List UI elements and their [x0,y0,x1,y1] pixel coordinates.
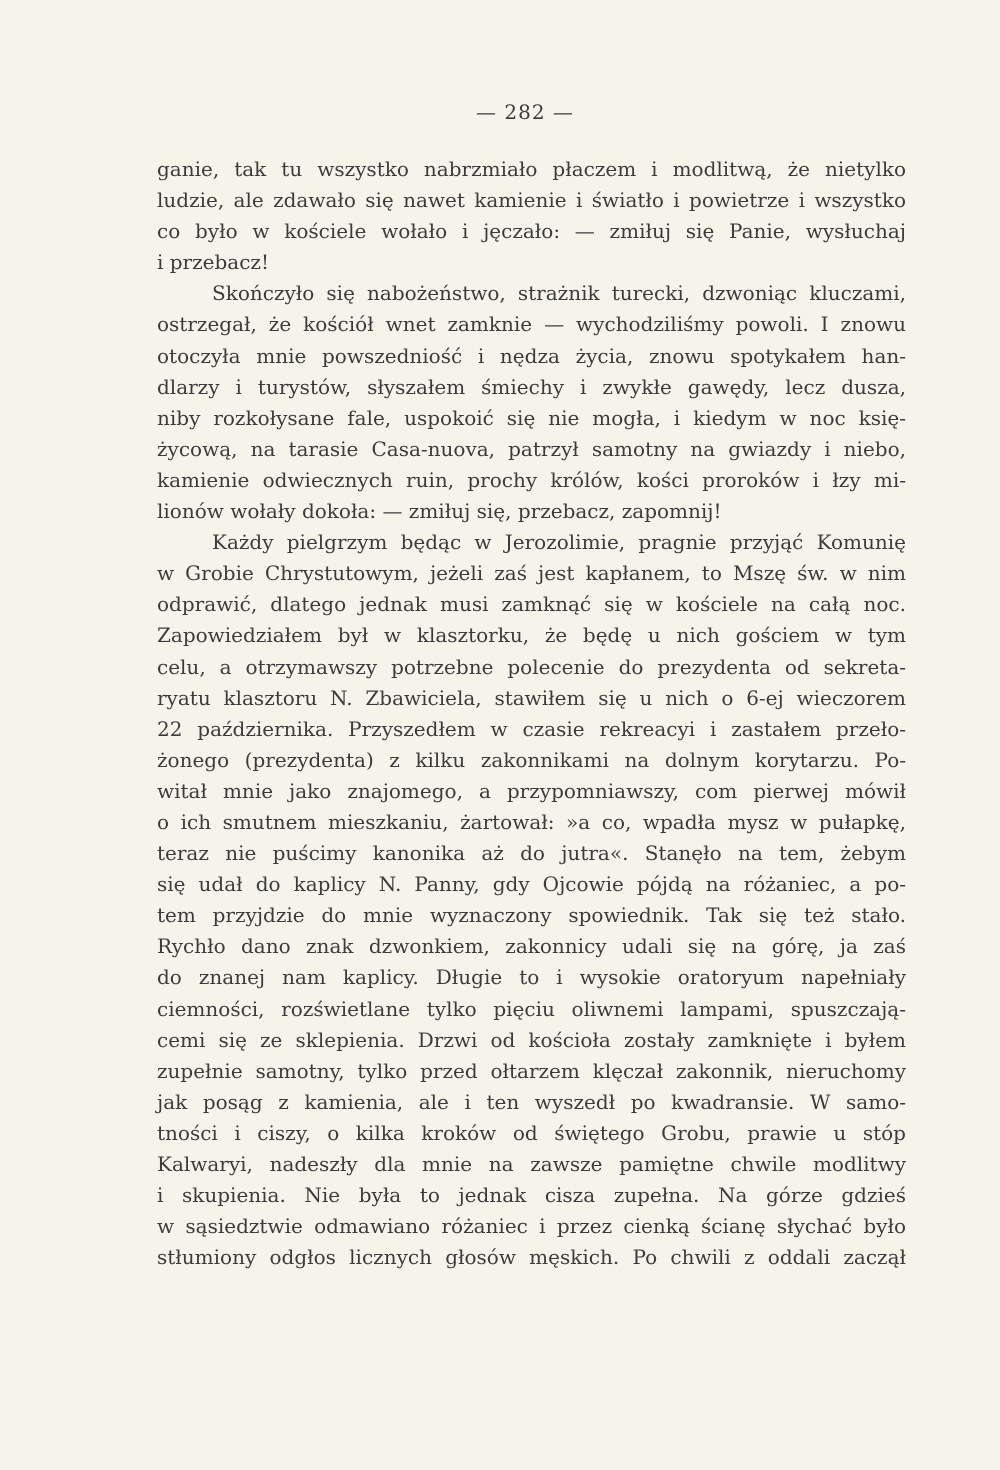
text-line: i przebacz! [157,250,269,275]
text-line: w Grobie Chrystutowym, jeżeli zaś jest kapłanem, to Mszę św. w nim [157,561,906,586]
text-line: Kalwaryi, nadeszły dla mnie na zawsze pamiętne chwile modlitwy [157,1152,906,1176]
text-line: ostrzegał, że kościół wnet zamknie — wychodziliśmy powoli. I znowu [157,312,906,337]
text-line: celu, a otrzymawszy potrzebne polecenie do prezydenta od sekreta- [157,654,906,679]
text-line: odprawić, dlatego jednak musi zamknąć się w kościele na całą noc. [157,592,906,617]
text-line: Zapowiedziałem był w klasztorku, że będę u nich gościem w tym [157,623,906,648]
text-line: co było w kościele wołało i jęczało: — zmiłuj się Panie, wysłuchaj [157,219,906,244]
text-line: się udał do kaplicy N. Panny, gdy Ojcowie pójdą na różaniec, a po- [157,872,906,897]
text-line: zupełnie samotny, tylko przed ołtarzem klęczał zakonnik, nieruchomy [157,1058,906,1083]
text-line: lionów wołały dokoła: — zmiłuj się, przebacz, zapomnij! [157,499,722,524]
text-line: stłumiony odgłos licznych głosów męskich. Po chwili z oddali zaczął [157,1245,906,1270]
text-line: tności i ciszy, o kilka kroków od świętego Grobu, prawie u stóp [157,1120,906,1145]
text-line: ryatu klasztoru N. Zbawiciela, stawiłem się u nich o 6-ej wieczorem [157,685,906,710]
text-line: Każdy pielgrzym będąc w Jerozolimie, pragnie przyjąć Komunię [212,530,906,555]
text-line: ganie, tak tu wszystko nabrzmiało płaczem i modlitwą, że nietylko [157,157,906,181]
text-line: Rychło dano znak dzwonkiem, zakonnicy udali się na górę, ja zaś [157,934,906,959]
text-line: i skupienia. Nie była to jednak cisza zupełna. Na górze gdzieś [157,1183,906,1208]
text-line: życową, na tarasie Casa-nuova, patrzył samotny na gwiazdy i niebo, [157,436,906,461]
text-line: żonego (prezydenta) z kilku zakonnikami na dolnym korytarzu. Po- [157,747,906,772]
text-line: do znanej nam kaplicy. Długie to i wysokie oratoryum napełniały [157,965,906,990]
text-line: ludzie, ale zdawało się nawet kamienie i światło i powietrze i wszystko [157,188,906,213]
text-line: witał mnie jako znajomego, a przypomniawszy, com pierwej mówił [157,778,906,803]
text-line: ciemności, rozświetlane tylko pięciu oliwnemi lampami, spuszczają- [157,996,906,1021]
text-line: 22 października. Przyszedłem w czasie rekreacyi i zastałem przeło- [157,716,906,741]
text-line: w sąsiedztwie odmawiano różaniec i przez cienką ścianę słychać było [157,1214,906,1239]
body-text [157,154,906,1273]
text-line: otoczyła mnie powszedniość i nędza życia, znowu spotykałem han- [157,343,906,368]
text-line: dlarzy i turystów, słyszałem śmiechy i zwykłe gawędy, lecz dusza, [157,374,906,399]
text-line: o ich smutnem mieszkaniu, żartował: »a co, wpadła mysz w pułapkę, [157,809,906,834]
text-line: niby rozkołysane fale, uspokoić się nie mogła, i kiedym w noc księ- [157,405,906,430]
text-line: kamienie odwiecznych ruin, prochy królów, kości proroków i łzy mi- [157,467,906,492]
text-line: tem przyjdzie do mnie wyznaczony spowiednik. Tak się też stało. [157,903,906,928]
text-line: cemi się ze sklepienia. Drzwi od kościoła zostały zamknięte i byłem [157,1027,906,1052]
text-line: jak posąg z kamienia, ale i ten wyszedł po kwadransie. W samo- [157,1089,906,1114]
page-number: — 282 — [476,100,574,124]
text-line: Skończyło się nabożeństwo, strażnik turecki, dzwoniąc kluczami, [212,281,906,306]
text-line: teraz nie puścimy kanonika aż do jutra«. Stanęło na tem, żebym [157,841,906,866]
